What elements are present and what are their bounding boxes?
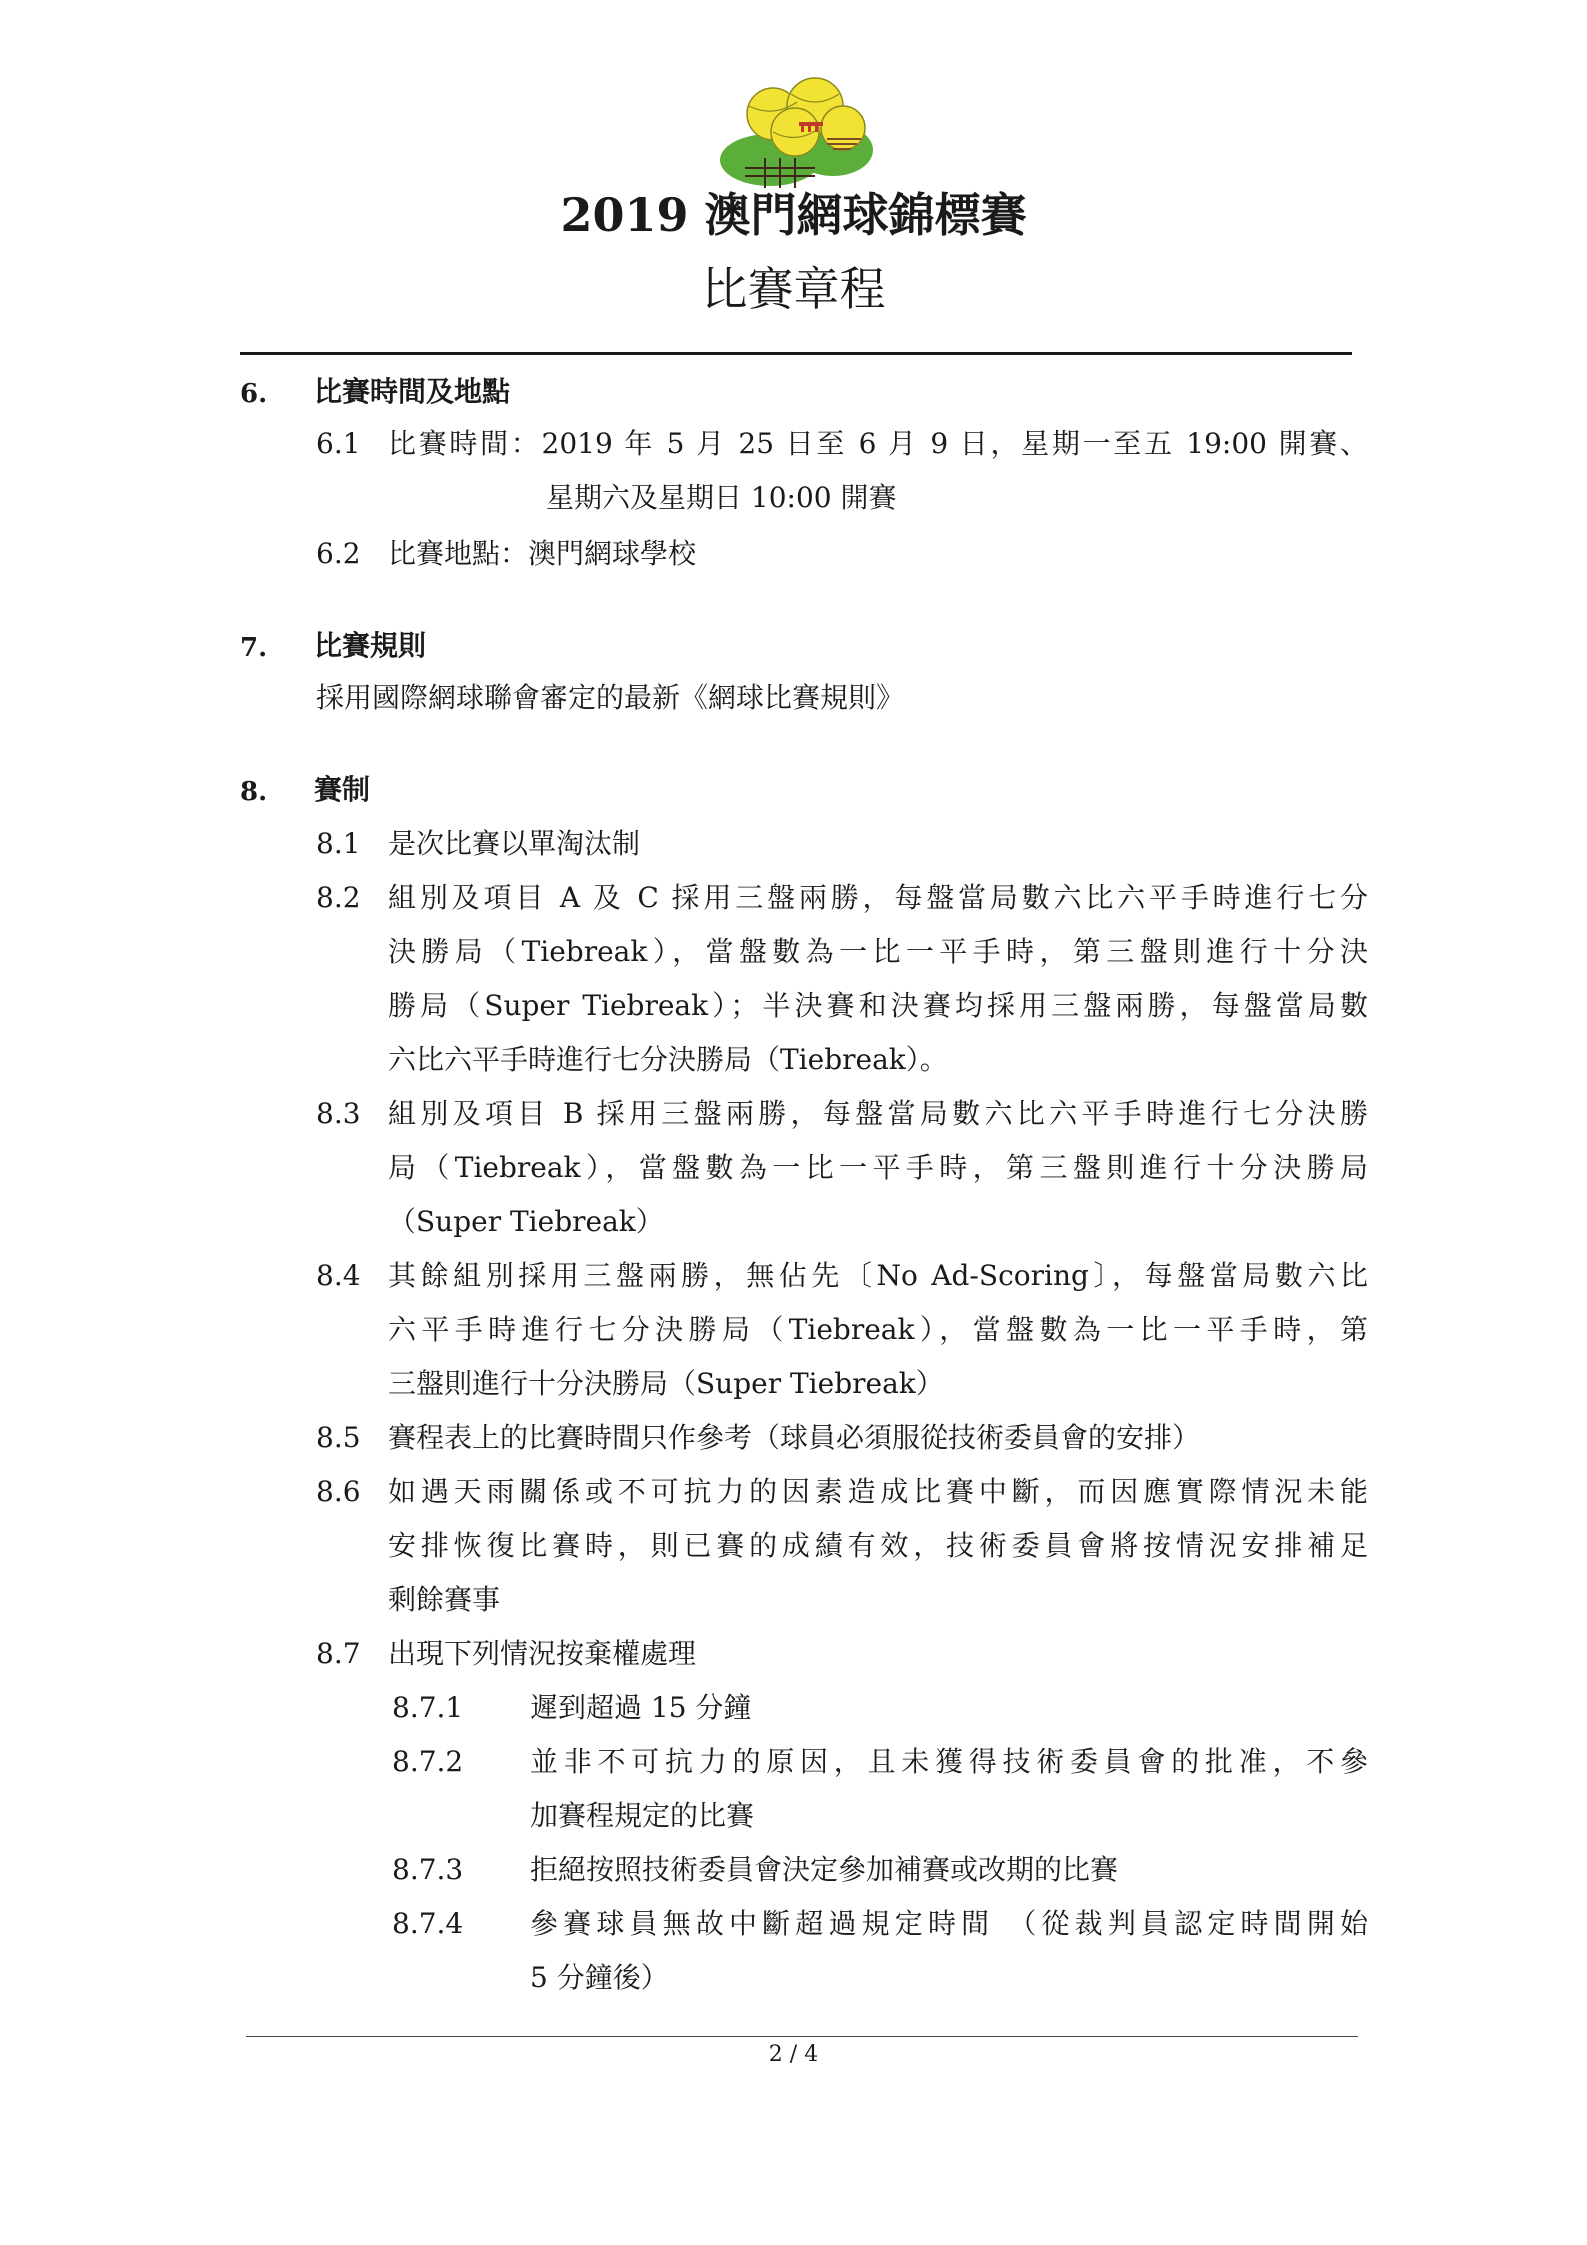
item-text: 賽程表上的比賽時間只作參考（球員必須服從技術委員會的安排） [388,1421,1201,1454]
item-text: 六平手時進行七分決勝局（Tiebreak），當盤數為一比一平手時，第 [388,1313,1368,1346]
item-text: 是次比賽以單淘汰制 [388,827,641,860]
subitem-number: 8.7.2 [392,1745,464,1778]
item-text: 比賽時間：2019 年 5 月 25 日至 6 月 9 日，星期一至五 19:00 開賽、 [388,427,1368,460]
item-text: 星期六及星期日 10:00 開賽 [546,481,897,514]
section-title: 賽制 [314,773,371,806]
item-text: 組別及項目 A 及 C 採用三盤兩勝，每盤當局數六比六平手時進行七分 [388,881,1368,914]
subitem-number: 8.7.1 [392,1691,464,1724]
item-text: 局（Tiebreak），當盤數為一比一平手時，第三盤則進行十分決勝局 [388,1151,1368,1184]
subitem-text: 並非不可抗力的原因，且未獲得技術委員會的批准，不參 [530,1745,1368,1778]
item-number: 8.3 [316,1097,361,1130]
item-number: 6.2 [316,537,361,570]
subitem-text: 遲到超過 15 分鐘 [530,1691,752,1724]
footer-divider [246,2036,1358,2037]
item-number: 8.2 [316,881,361,914]
page-title: 2019 澳門網球錦標賽 [560,188,1027,242]
page-subtitle: 比賽章程 [701,262,886,316]
item-number: 8.5 [316,1421,361,1454]
item-text: 出現下列情況按棄權處理 [388,1637,697,1670]
item-text: （Super Tiebreak） [388,1205,664,1238]
subitem-text: 參賽球員無故中斷超過規定時間 （從裁判員認定時間開始 [530,1907,1368,1940]
item-text: 剩餘賽事 [388,1583,501,1616]
item-text: 比賽地點：澳門網球學校 [388,537,697,570]
subitem-number: 8.7.3 [392,1853,464,1886]
subitem-text: 拒絕按照技術委員會決定參加補賽或改期的比賽 [530,1853,1119,1886]
subitem-text: 加賽程規定的比賽 [530,1799,755,1832]
section-number: 6. [240,379,268,409]
section-title: 比賽規則 [314,629,427,662]
section-title: 比賽時間及地點 [314,375,511,408]
item-text: 組別及項目 B 採用三盤兩勝，每盤當局數六比六平手時進行七分決勝 [388,1097,1368,1130]
section-body: 採用國際網球聯會審定的最新《網球比賽規則》 [316,681,905,714]
subitem-number: 8.7.4 [392,1907,464,1940]
item-text: 安排恢復比賽時，則已賽的成績有效，技術委員會將按情況安排補足 [388,1529,1368,1562]
item-number: 6.1 [316,427,361,460]
section-number: 7. [240,633,268,663]
item-text: 如遇天雨關係或不可抗力的因素造成比賽中斷，而因應實際情況未能 [388,1475,1368,1508]
item-number: 8.7 [316,1637,361,1670]
section-number: 8. [240,777,268,807]
subitem-text: 5 分鐘後） [530,1961,669,1994]
item-number: 8.1 [316,827,361,860]
item-number: 8.4 [316,1259,361,1292]
item-text: 決勝局（Tiebreak），當盤數為一比一平手時，第三盤則進行十分決 [388,935,1368,968]
item-text: 三盤則進行十分決勝局（Super Tiebreak） [388,1367,944,1400]
item-text: 其餘組別採用三盤兩勝，無佔先〔No Ad-Scoring〕，每盤當局數六比 [388,1259,1368,1292]
item-text: 六比六平手時進行七分決勝局（Tiebreak）。 [388,1043,948,1076]
item-number: 8.6 [316,1475,361,1508]
page-number: 2 / 4 [768,2042,819,2067]
item-text: 勝局（Super Tiebreak）；半決賽和決賽均採用三盤兩勝，每盤當局數 [388,989,1368,1022]
